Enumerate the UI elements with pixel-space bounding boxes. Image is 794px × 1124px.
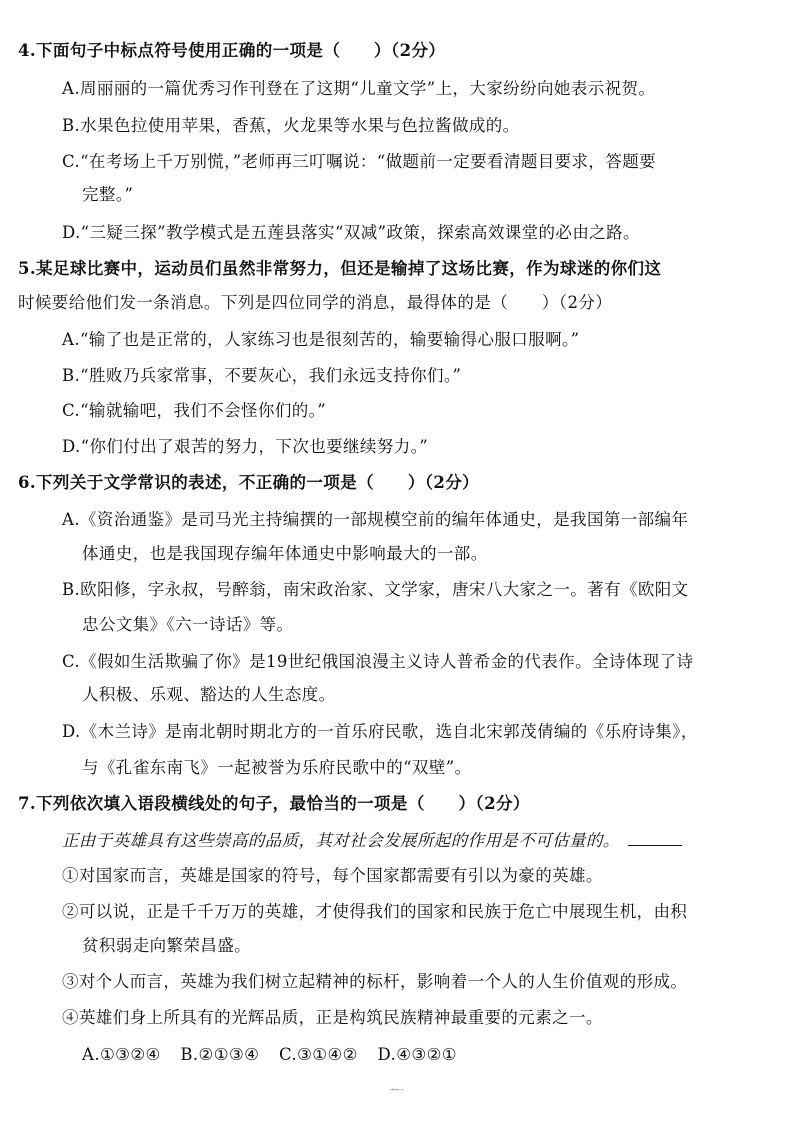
- question-6-option-d-cont: 与《孔雀东南飞》一起被誉为乐府民歌中的“双壁”。: [82, 758, 472, 777]
- question-5-stem-cont: 时候要给他们发一条消息。下列是四位同学的消息，最得体的是（ ）（2分）: [18, 293, 613, 312]
- question-4-option-d: D.“三疑三探”教学模式是五莲县落实“双减”政策，探索高效课堂的必由之路。: [62, 223, 640, 242]
- choice-d: D.④③②①: [377, 1045, 457, 1064]
- question-6-option-c: C.《假如生活欺骗了你》是19世纪俄国浪漫主义诗人普希金的代表作。全诗体现了诗: [62, 652, 694, 671]
- question-4-option-a: A.周丽丽的一篇优秀习作刊登在了这期“儿童文学”上，大家纷纷向她表示祝贺。: [62, 79, 656, 98]
- question-4-stem: 4.下面句子中标点符号使用正确的一项是（ ）（2分）: [18, 41, 446, 60]
- question-7-sentence-3: ③对个人而言，英雄为我们树立起精神的标杆，影响着一个人的人生价值观的形成。: [62, 972, 688, 991]
- choice-b: B.②①③④: [180, 1045, 260, 1064]
- question-6-option-c-cont: 人积极、乐观、豁达的人生态度。: [82, 685, 336, 704]
- question-5-option-d: D.“你们付出了艰苦的努力，下次也要继续努力。”: [62, 437, 429, 456]
- question-7-sentence-2: ②可以说，正是千千万万的英雄，才使得我们的国家和民族于危亡中展现生机，由积: [62, 902, 688, 921]
- question-5-stem: 5.某足球比赛中，运动员们虽然非常努力，但还是输掉了这场比赛，作为球迷的你们这: [18, 259, 662, 278]
- question-5-option-a: A.“输了也是正常的，人家练习也是很刻苦的，输要输得心服口服啊。”: [62, 330, 580, 349]
- question-5-option-c: C.“输就输吧，我们不会怪你们的。”: [62, 401, 327, 420]
- page-footer: 七年级语文试题 第2页 (共8页): [389, 1090, 405, 1091]
- question-4-option-c-cont: 完整。”: [82, 185, 134, 204]
- question-7-sentence-2-cont: 贫积弱走向繁荣昌盛。: [82, 936, 251, 955]
- question-7-choices: [82, 1044, 457, 1066]
- question-4-option-c: C.“在考场上千万别慌，”老师再三叮嘱说：“做题前一定要看清题目要求，答题要: [62, 152, 657, 171]
- question-6-option-a-cont: 体通史，也是我国现存编年体通史中影响最大的一部。: [82, 544, 488, 563]
- choice-a: A.①③②④: [82, 1045, 161, 1064]
- question-7-passage-text: 正由于英雄具有这些崇高的品质，其对社会发展所起的作用是不可估量的。: [62, 831, 620, 850]
- question-7-stem: 7.下列依次填入语段横线处的句子，最恰当的一项是（ ）（2分）: [18, 794, 530, 813]
- question-7-sentence-1: ①对国家而言，英雄是国家的符号，每个国家都需要有引以为豪的英雄。: [62, 866, 603, 885]
- question-7-sentence-4: ④英雄们身上所具有的光辉品质，正是构筑民族精神最重要的元素之一。: [62, 1008, 603, 1027]
- question-7-passage: [62, 829, 682, 852]
- choice-c: C.③①④②: [279, 1045, 358, 1064]
- answer-blank: [628, 829, 682, 846]
- question-6-option-a: A.《资治通鉴》是司马光主持编撰的一部规模空前的编年体通史，是我国第一部编年: [62, 510, 689, 529]
- question-6-option-b-cont: 忠公文集》《六一诗话》等。: [82, 615, 294, 634]
- question-4-option-b: B.水果色拉使用苹果，香蕉，火龙果等水果与色拉酱做成的。: [62, 116, 520, 135]
- question-5-option-b: B.“胜败乃兵家常事，不要灰心，我们永远支持你们。”: [62, 366, 462, 385]
- question-6-stem: 6.下列关于文学常识的表述，不正确的一项是（ ）（2分）: [18, 473, 480, 492]
- question-6-option-b: B.欧阳修，字永叔，号醉翁，南宋政治家、文学家，唐宋八大家之一。著有《欧阳文: [62, 580, 689, 599]
- question-6-option-d: D.《木兰诗》是南北朝时期北方的一首乐府民歌，选自北宋郭茂倩编的《乐府诗集》，: [62, 722, 698, 741]
